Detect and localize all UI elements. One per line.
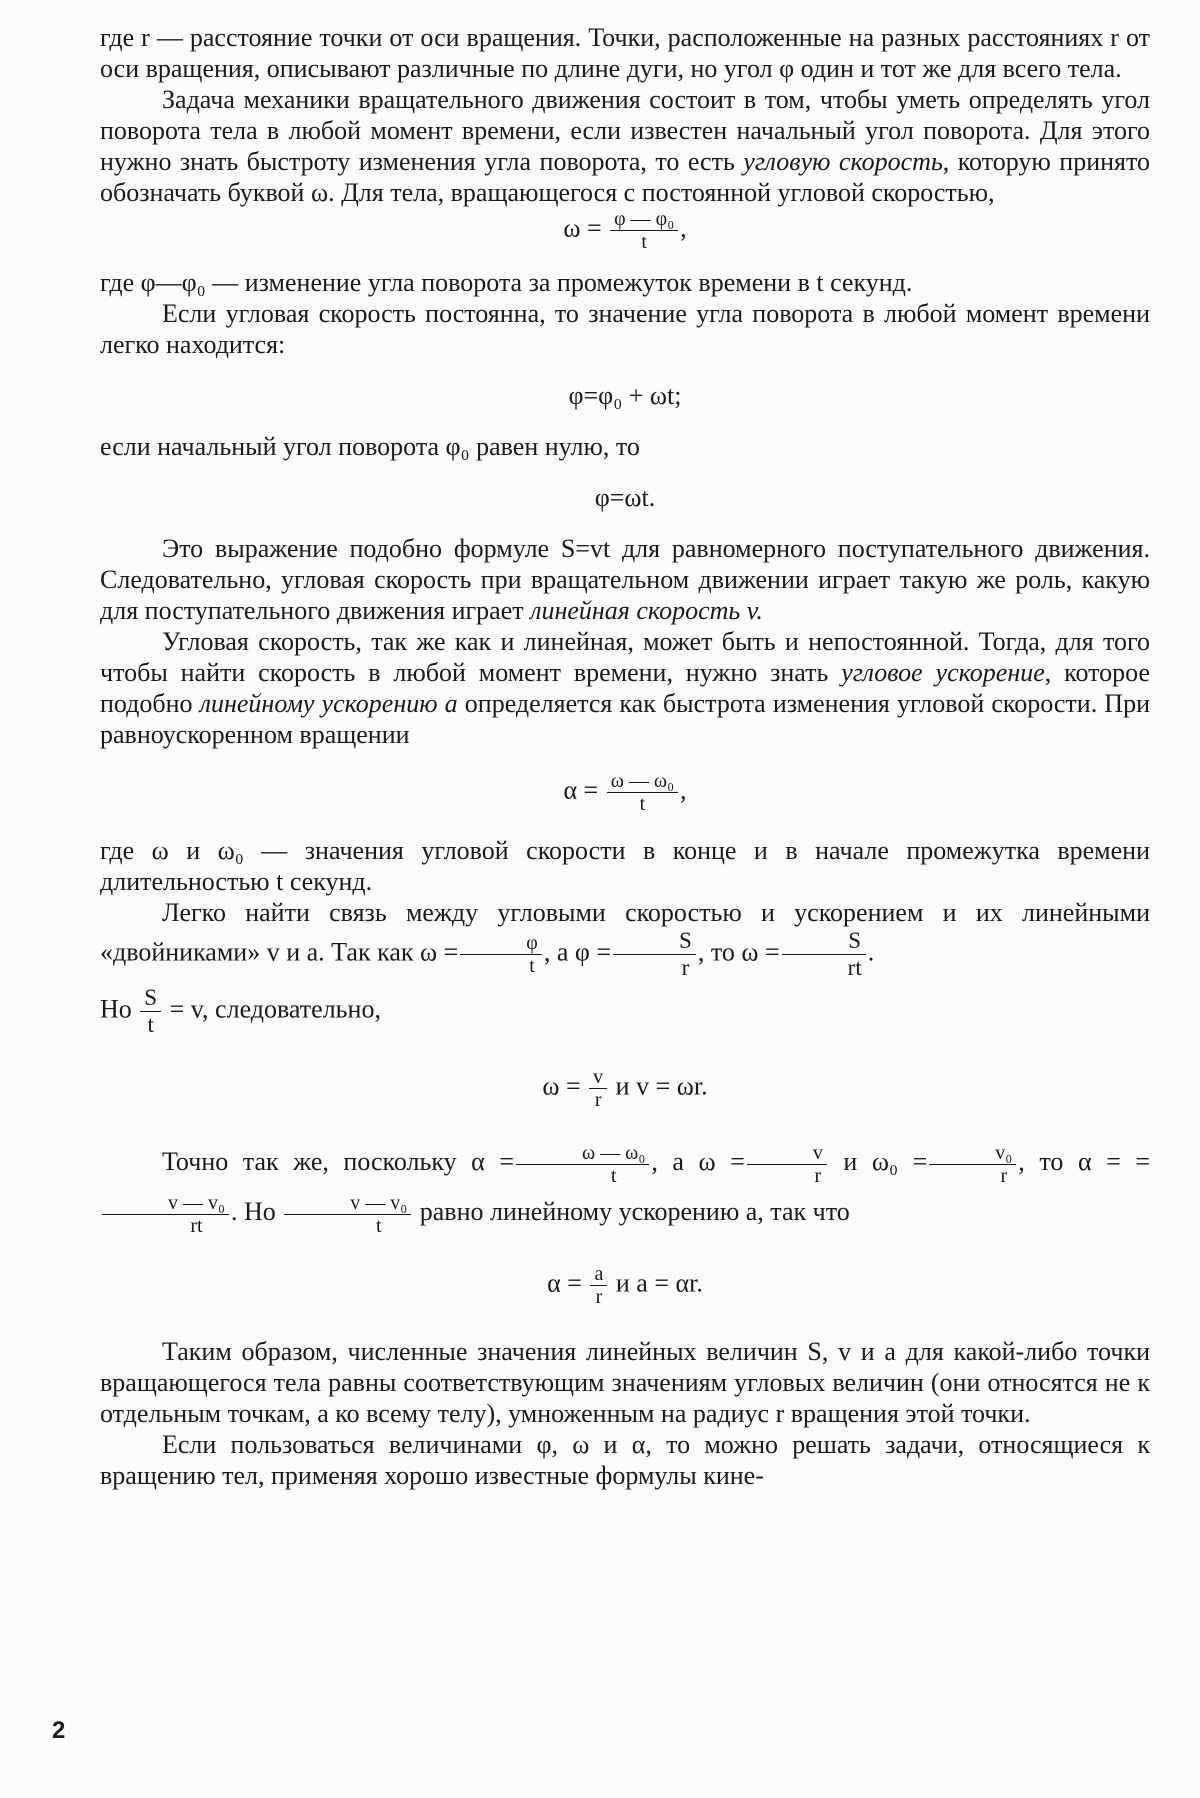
equation-angular-velocity: ω = $\frac{\text{φ — φ₀}}{t}$ , — [563, 208, 687, 253]
paragraph-1: где r — расстояние точки от оси вращения. Точки, расположенные на разных расстояниях r от оси вращения, описывают различные по длине дуги, но угол φ один и тот же для всего тела. — [100, 23, 1150, 83]
term-angular-velocity: угловую скорость — [743, 147, 943, 176]
fraction: $\frac{\text{v₀}}{r}$ — [929, 1142, 1016, 1187]
term-angular-acceleration: угловое ускорение — [841, 658, 1045, 687]
equation-phi-omega-t: φ=ωt. — [594, 483, 656, 512]
fraction: $\frac{\text{v — v₀}}{t}$ — [284, 1192, 411, 1237]
term-linear-acceleration: линейному ускорению a — [199, 689, 458, 718]
fraction: $\frac{a}{r}$ — [590, 1263, 607, 1308]
paragraph-11: Точно так же, поскольку α = $\frac{\text{ω — ω₀}}{t}$ , а ω = $\frac{v}{r}$ и ω₀ = $\frac{\text{v₀}}{r}$ , то α = = $\frac{\text{v — v₀}}{rt}$ . Но $\frac{\text{v — v₀}}{t}$ равно линейному ускорению a, так что — [100, 1137, 1150, 1237]
fraction: $\frac{v}{r}$ — [747, 1142, 827, 1187]
paragraph-14: Если пользоваться величинами φ, ω и α, то можно решать задачи, относящиеся к вращению тел, применяя хорошо известные формулы кине- — [100, 1430, 1150, 1490]
term-linear-velocity: линейная скорость v. — [530, 596, 763, 625]
paragraph-9: Легко найти связь между угловыми скоростью и ускорением и их линейными «двойниками» v и a. Так как ω = $\frac{\varphi}{t}$ , а φ = $\frac{S}{r}$ , то ω = $\frac{S}{rt}$ . — [100, 898, 1150, 980]
fraction: $\frac{S}{rt}$ — [782, 928, 866, 981]
page-body — [100, 22, 1150, 1491]
paragraph-8: где ω и ω₀ — значения угловой скорости в конце и в начале промежутка времени длительностью t секунд. — [100, 836, 1150, 896]
equation-phi: φ=φ₀ + ωt; — [568, 381, 682, 410]
paragraph-6: Это выражение подобно формуле S=vt для равномерного поступательного движения. Следовательно, угловая скорость при вращательном движении играет такую же роль, какую для поступательного движения играет линейная скорость v. — [100, 534, 1150, 625]
paragraph-4: Если угловая скорость постоянна, то значение угла поворота в любой момент времени легко находится: — [100, 299, 1150, 359]
fraction: $\frac{S}{r}$ — [613, 928, 696, 981]
fraction: $\frac{\text{v — v₀}}{rt}$ — [102, 1192, 229, 1237]
fraction: $\frac{\text{φ — φ₀}}{t}$ — [610, 208, 678, 253]
paragraph-3: где φ—φ₀ — изменение угла поворота за промежуток времени в t секунд. — [100, 268, 913, 297]
fraction: $\frac{v}{r}$ — [589, 1066, 607, 1111]
page-number: 2 — [52, 1717, 66, 1744]
equation-alpha-a-r: α = $\frac{a}{r}$ и a = αr. — [547, 1263, 703, 1308]
fraction: $\frac{S}{t}$ — [140, 985, 161, 1038]
equation-angular-acceleration: α = $\frac{\text{ω — ω₀}}{t}$ , — [563, 770, 687, 815]
fraction: $\frac{\varphi}{t}$ — [460, 932, 542, 977]
fraction: $\frac{\text{ω — ω₀}}{t}$ — [516, 1142, 649, 1187]
paragraph-13: Таким образом, численные значения линейных величин S, v и a для какой-либо точки вращающегося тела равны соответствующим значениям угловых величин (они относятся не к отдельным точкам, а ко всему телу), умноженным на радиус r вращения этой точки. — [100, 1337, 1150, 1428]
paragraph-7: Угловая скорость, так же как и линейная, может быть и непостоянной. Тогда, для того чтобы найти скорость в любой момент времени, нужно знать угловое ускорение, которое подобно линейному ускорению a определяется как быстрота изменения угловой скорости. При равноускоренном вращении — [100, 627, 1151, 749]
equation-omega-v-r: ω = $\frac{v}{r}$ и v = ωr. — [542, 1066, 708, 1111]
paragraph-10: Но $\frac{S}{t}$ = v, следовательно, — [100, 985, 381, 1037]
paragraph-2: Задача механики вращательного движения состоит в том, чтобы уметь определять угол поворота тела в любой момент времени, если известен начальный угол поворота. Для этого нужно знать быстроту изменения угла поворота, то есть угловую скорость, которую принято обозначать буквой ω. Для тела, вращающегося с постоянной угловой скоростью, — [100, 85, 1150, 207]
paragraph-5: если начальный угол поворота φ₀ равен нулю, то — [100, 432, 640, 461]
fraction: $\frac{\text{ω — ω₀}}{t}$ — [607, 770, 678, 815]
